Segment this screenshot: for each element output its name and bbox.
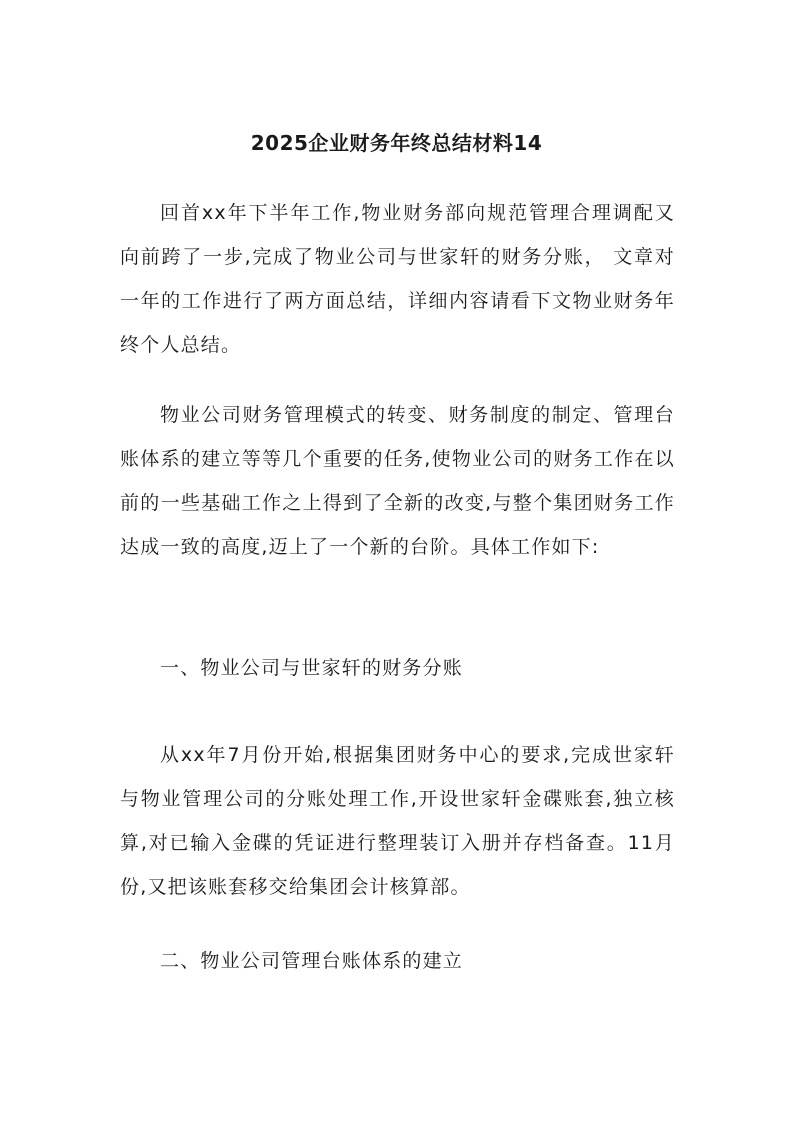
- section-heading-2: 二、物业公司管理台账体系的建立: [160, 950, 464, 972]
- intro-paragraph: 回首xx年下半年工作,物业财务部向规范管理合理调配又向前跨了一步,完成了物业公司与世家轩的财务分账， 文章对一年的工作进行了两方面总结，详细内容请看下文物业财务年终个人总结。: [120, 202, 675, 356]
- document-title: 2025企业财务年终总结材料14: [250, 131, 543, 155]
- section-heading-1: 一、物业公司与世家轩的财务分账: [160, 657, 464, 679]
- section-1-paragraph: 从xx年7月份开始,根据集团财务中心的要求,完成世家轩与物业管理公司的分账处理工作,开设世家轩金碟账套,独立核算,对已输入金碟的凭证进行整理装订入册并存档备查。11月份,又把该账套移交给集团会计核算部。: [120, 744, 675, 898]
- overview-paragraph: 物业公司财务管理模式的转变、财务制度的制定、管理台账体系的建立等等几个重要的任务,使物业公司的财务工作在以前的一些基础工作之上得到了全新的改变,与整个集团财务工作达成一致的高度,迈上了一个新的台阶。具体工作如下:: [120, 404, 675, 558]
